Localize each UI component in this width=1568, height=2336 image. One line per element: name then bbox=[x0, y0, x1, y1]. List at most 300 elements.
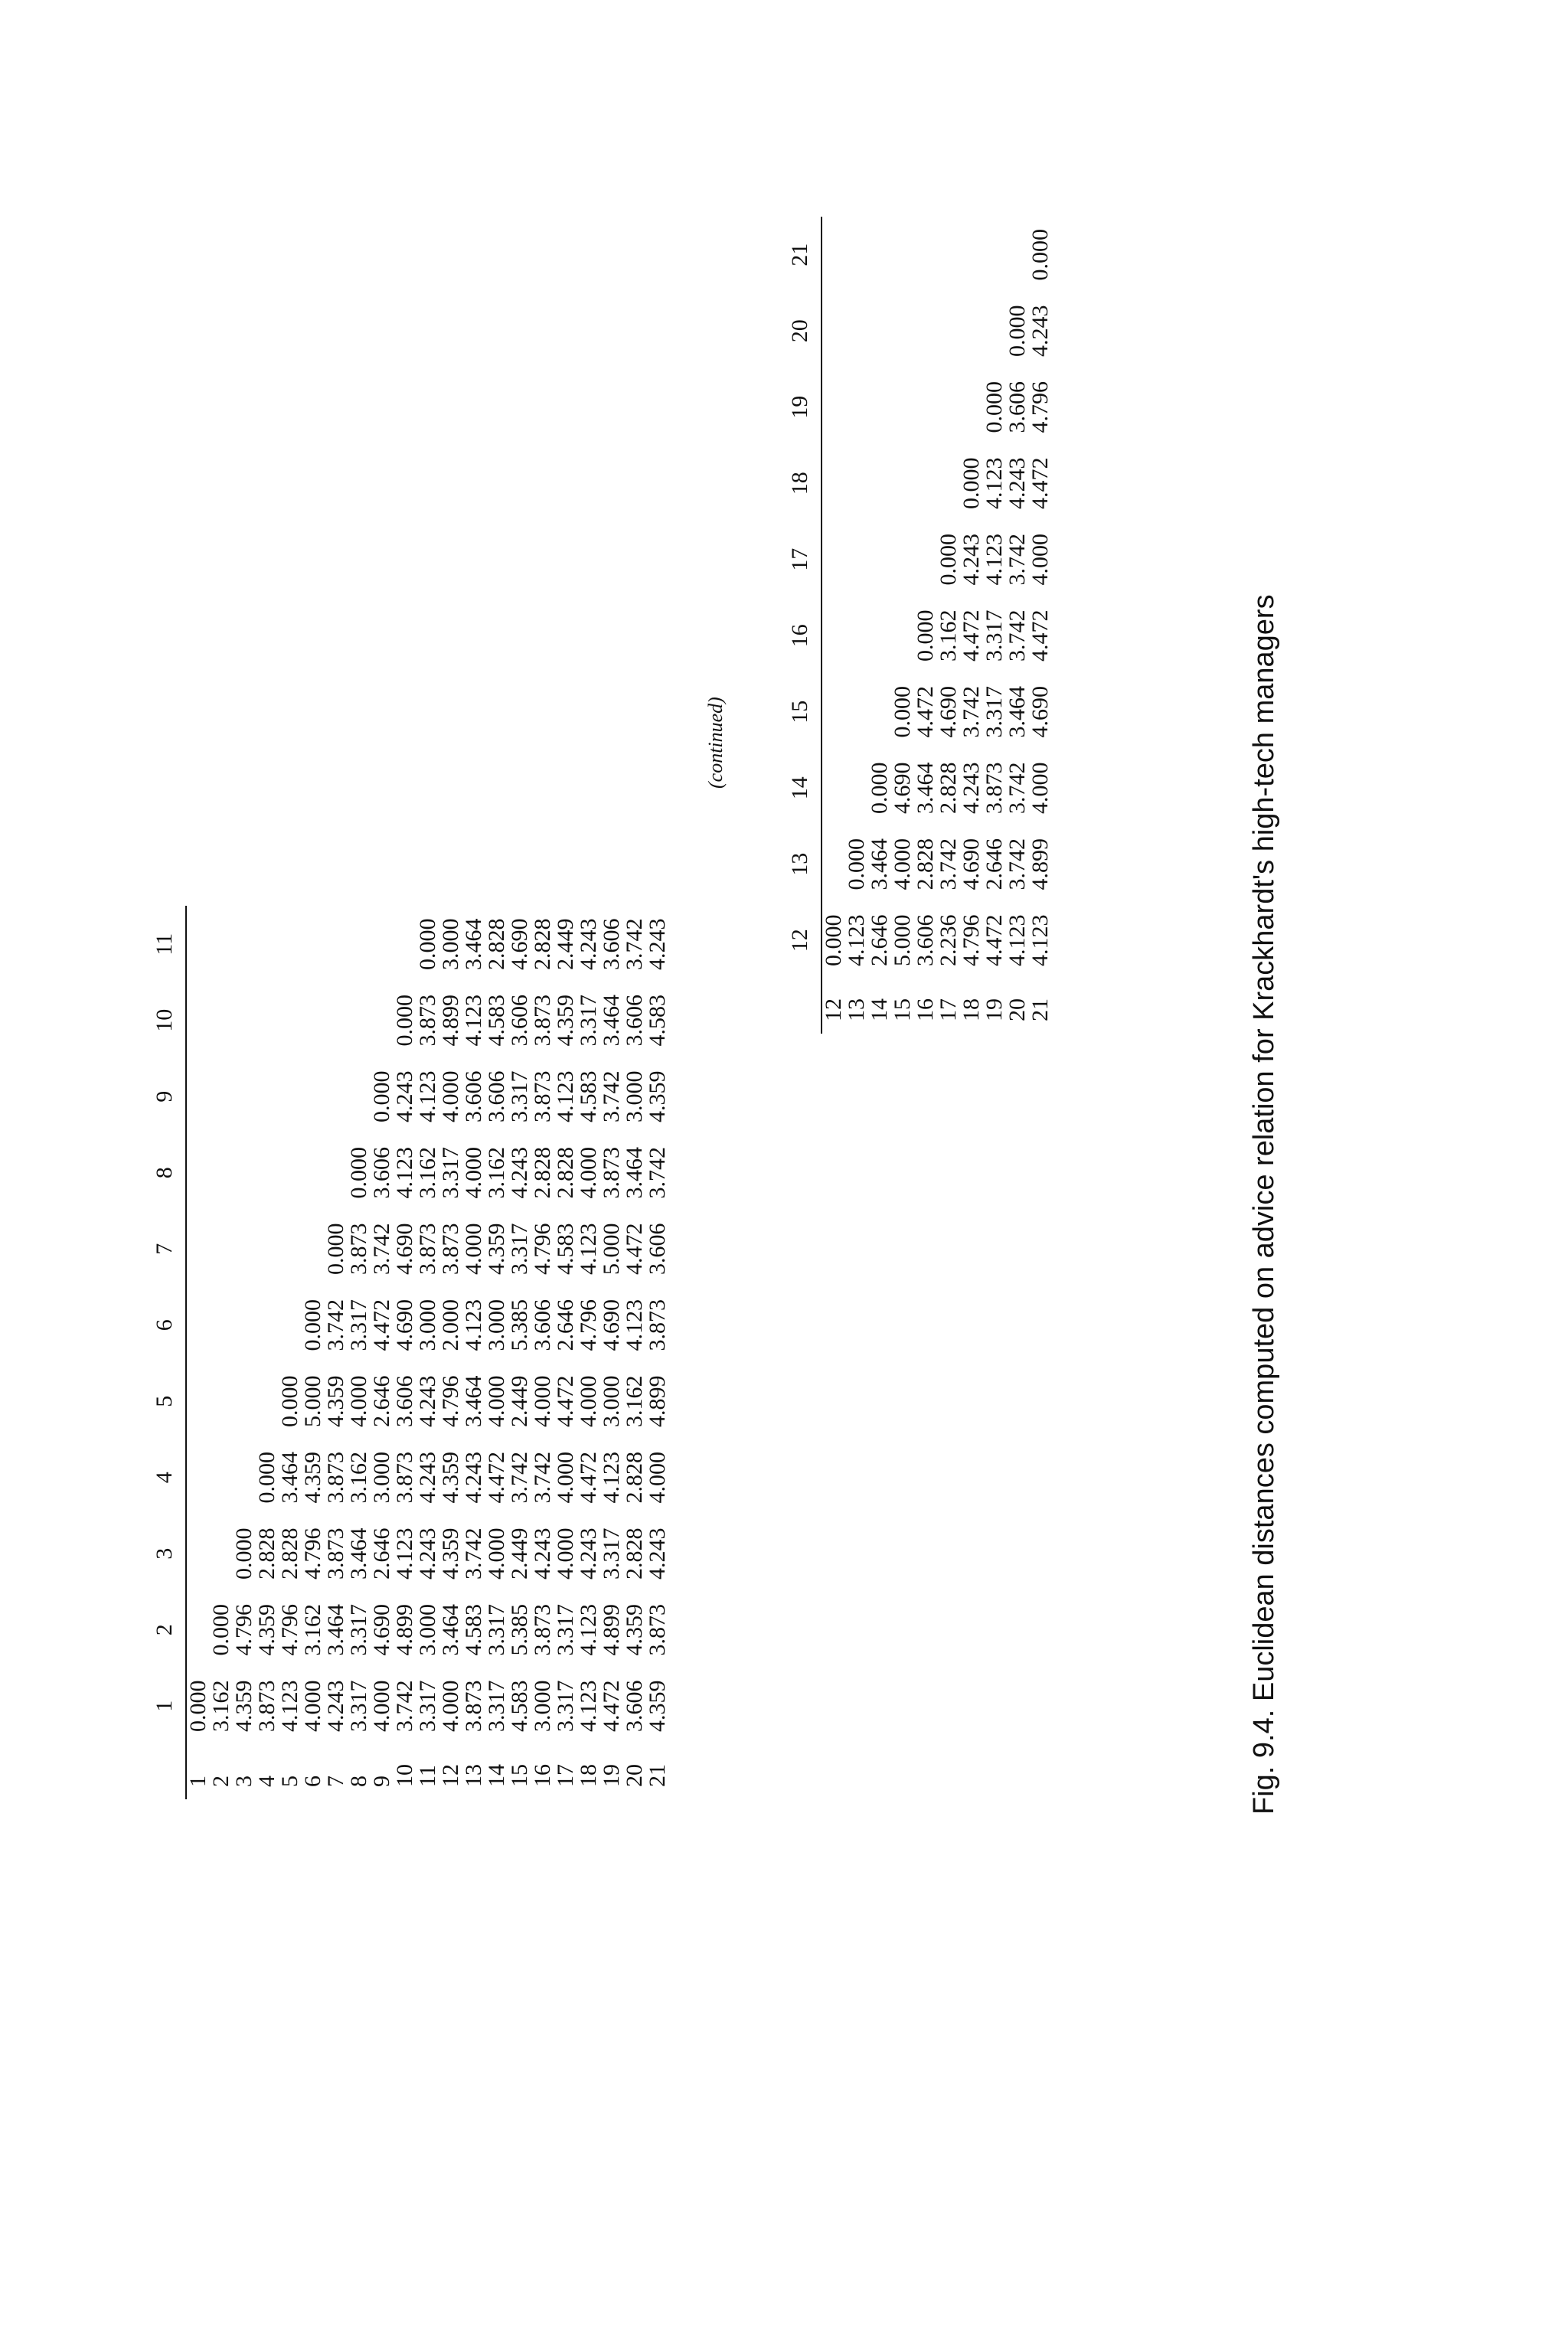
distance-cell: 4.472 bbox=[599, 1680, 624, 1732]
table-row bbox=[914, 217, 937, 1034]
distance-cell: 4.472 bbox=[622, 1223, 647, 1275]
column-header: 14 bbox=[789, 750, 822, 827]
distance-cell: 4.243 bbox=[959, 762, 984, 814]
row-label: 10 bbox=[392, 1764, 417, 1787]
distance-cell: 2.646 bbox=[369, 1527, 394, 1580]
distance-cell: 4.690 bbox=[959, 838, 984, 890]
distance-cell: 4.899 bbox=[1027, 838, 1053, 890]
row-label: 12 bbox=[438, 1764, 463, 1787]
distance-cell: 3.873 bbox=[645, 1604, 670, 1656]
distance-cell: 4.243 bbox=[576, 918, 601, 970]
distance-cell: 3.606 bbox=[913, 914, 938, 966]
distance-cell: 3.873 bbox=[599, 1147, 624, 1199]
distance-cell: 2.449 bbox=[553, 918, 578, 970]
distance-cell: 4.243 bbox=[461, 1452, 486, 1504]
distance-cell: 4.123 bbox=[553, 1070, 578, 1122]
distance-cell: 4.472 bbox=[553, 1375, 578, 1427]
table-row bbox=[983, 217, 1006, 1034]
distance-cell: 4.583 bbox=[645, 995, 670, 1047]
distance-cell: 4.796 bbox=[277, 1604, 302, 1656]
distance-cell: 4.000 bbox=[461, 1147, 486, 1199]
column-header: 21 bbox=[789, 217, 822, 293]
distance-cell: 4.000 bbox=[645, 1452, 670, 1504]
distance-cell: 4.899 bbox=[392, 1604, 417, 1656]
distance-cell: 3.742 bbox=[645, 1147, 670, 1199]
distance-cell: 5.385 bbox=[507, 1604, 532, 1656]
distance-cell: 3.317 bbox=[553, 1680, 578, 1732]
column-header: 18 bbox=[789, 446, 822, 522]
distance-cell: 4.243 bbox=[576, 1527, 601, 1580]
distance-cell: 3.873 bbox=[530, 995, 555, 1047]
distance-cell: 3.000 bbox=[530, 1680, 555, 1732]
distance-cell: 2.828 bbox=[553, 1147, 578, 1199]
distance-cell: 4.000 bbox=[438, 1680, 463, 1732]
table-row bbox=[256, 907, 279, 1800]
table-row bbox=[233, 907, 256, 1800]
distance-cell: 4.472 bbox=[1027, 457, 1053, 509]
row-label: 17 bbox=[553, 1764, 578, 1787]
distance-cell: 4.000 bbox=[369, 1680, 394, 1732]
distance-cell: 4.359 bbox=[645, 1680, 670, 1732]
distance-cell: 3.873 bbox=[392, 1452, 417, 1504]
distance-cell: 4.472 bbox=[982, 914, 1007, 966]
distance-cell: 4.359 bbox=[622, 1604, 647, 1656]
row-label: 4 bbox=[254, 1776, 279, 1787]
distance-cell: 4.243 bbox=[645, 1527, 670, 1580]
table-row bbox=[439, 907, 462, 1800]
row-label: 21 bbox=[645, 1764, 670, 1787]
row-label: 17 bbox=[936, 998, 961, 1021]
distance-cell: 3.464 bbox=[323, 1604, 348, 1656]
distance-cell: 2.828 bbox=[622, 1527, 647, 1580]
distance-cell: 4.000 bbox=[553, 1452, 578, 1504]
row-label: 15 bbox=[507, 1764, 532, 1787]
distance-cell: 3.162 bbox=[484, 1147, 509, 1199]
distance-cell: 4.000 bbox=[1027, 534, 1053, 586]
distance-cell: 0.000 bbox=[185, 1680, 211, 1732]
distance-cell: 4.243 bbox=[959, 534, 984, 586]
distance-cell: 4.123 bbox=[415, 1070, 440, 1122]
table-row bbox=[554, 907, 577, 1800]
table-row bbox=[891, 217, 914, 1034]
column-header: 17 bbox=[789, 521, 822, 598]
row-label: 3 bbox=[231, 1776, 256, 1787]
column-header: 13 bbox=[789, 826, 822, 903]
distance-cell: 4.472 bbox=[369, 1299, 394, 1351]
table-row bbox=[960, 217, 983, 1034]
distance-cell: 3.873 bbox=[530, 1604, 555, 1656]
column-header: 7 bbox=[153, 1211, 186, 1288]
distance-cell: 4.123 bbox=[392, 1147, 417, 1199]
distance-cell: 2.828 bbox=[913, 838, 938, 890]
row-label: 5 bbox=[277, 1776, 302, 1787]
distance-cell: 2.449 bbox=[507, 1527, 532, 1580]
distance-cell: 3.464 bbox=[599, 995, 624, 1047]
distance-cell: 0.000 bbox=[913, 609, 938, 662]
table-row bbox=[937, 217, 960, 1034]
distance-cell: 3.606 bbox=[461, 1070, 486, 1122]
distance-cell: 3.873 bbox=[323, 1452, 348, 1504]
distance-cell: 0.000 bbox=[415, 918, 440, 970]
distance-cell: 4.583 bbox=[576, 1070, 601, 1122]
distance-cell: 3.162 bbox=[936, 609, 961, 662]
distance-cell: 4.123 bbox=[576, 1680, 601, 1732]
distance-cell: 3.000 bbox=[622, 1070, 647, 1122]
distance-cell: 4.796 bbox=[530, 1223, 555, 1275]
distance-cell: 0.000 bbox=[254, 1452, 279, 1504]
distance-cell: 3.606 bbox=[1004, 381, 1030, 433]
distance-cell: 0.000 bbox=[277, 1375, 302, 1427]
distance-cell: 2.646 bbox=[553, 1299, 578, 1351]
distance-cell: 4.243 bbox=[507, 1147, 532, 1199]
distance-cell: 4.243 bbox=[530, 1527, 555, 1580]
table-row bbox=[485, 907, 508, 1800]
distance-cell: 3.873 bbox=[415, 995, 440, 1047]
distance-cell: 4.123 bbox=[392, 1527, 417, 1580]
column-header: 5 bbox=[153, 1364, 186, 1440]
distance-cell: 0.000 bbox=[936, 534, 961, 586]
distance-cell: 4.123 bbox=[844, 914, 869, 966]
distance-cell: 4.000 bbox=[576, 1147, 601, 1199]
distance-cell: 3.606 bbox=[622, 1680, 647, 1732]
distance-cell: 3.000 bbox=[415, 1299, 440, 1351]
distance-cell: 4.123 bbox=[599, 1452, 624, 1504]
distance-cell: 3.873 bbox=[530, 1070, 555, 1122]
distance-cell: 2.828 bbox=[622, 1452, 647, 1504]
distance-cell: 3.000 bbox=[599, 1375, 624, 1427]
distance-cell: 3.606 bbox=[507, 995, 532, 1047]
distance-cell: 3.000 bbox=[369, 1452, 394, 1504]
distance-cell: 3.464 bbox=[461, 918, 486, 970]
table-row bbox=[462, 907, 485, 1800]
distance-cell: 5.000 bbox=[890, 914, 915, 966]
distance-cell: 4.472 bbox=[913, 686, 938, 738]
row-label: 16 bbox=[913, 998, 938, 1021]
distance-cell: 4.796 bbox=[1027, 381, 1053, 433]
distance-cell: 4.583 bbox=[484, 995, 509, 1047]
distance-cell: 3.742 bbox=[1004, 609, 1030, 662]
row-label: 18 bbox=[959, 998, 984, 1021]
distance-cell: 3.742 bbox=[461, 1527, 486, 1580]
distance-cell: 2.828 bbox=[936, 762, 961, 814]
column-header: 12 bbox=[789, 903, 822, 979]
distance-cell: 4.690 bbox=[369, 1604, 394, 1656]
column-header: 6 bbox=[153, 1287, 186, 1364]
distance-cell: 5.000 bbox=[599, 1223, 624, 1275]
header-corner bbox=[789, 979, 822, 1034]
distance-cell: 4.000 bbox=[438, 1070, 463, 1122]
column-header: 2 bbox=[153, 1592, 186, 1668]
distance-cell: 3.873 bbox=[645, 1299, 670, 1351]
table-row bbox=[302, 907, 325, 1800]
table-row bbox=[868, 217, 891, 1034]
row-label: 2 bbox=[208, 1776, 234, 1787]
distance-cell: 4.359 bbox=[254, 1604, 279, 1656]
distance-cell: 3.162 bbox=[208, 1680, 234, 1732]
row-label: 6 bbox=[300, 1776, 325, 1787]
row-label: 9 bbox=[369, 1776, 394, 1787]
table-row bbox=[279, 907, 302, 1800]
row-label: 11 bbox=[415, 1765, 440, 1787]
distance-cell: 3.000 bbox=[484, 1299, 509, 1351]
column-header: 1 bbox=[153, 1668, 186, 1745]
distance-cell: 3.317 bbox=[599, 1527, 624, 1580]
distance-cell: 0.000 bbox=[867, 762, 892, 814]
distance-cell: 4.583 bbox=[461, 1604, 486, 1656]
distance-cell: 4.123 bbox=[622, 1299, 647, 1351]
distance-cell: 0.000 bbox=[1027, 229, 1053, 281]
distance-cell: 3.873 bbox=[323, 1527, 348, 1580]
distance-cell: 4.472 bbox=[484, 1452, 509, 1504]
distance-cell: 4.359 bbox=[645, 1070, 670, 1122]
distance-cell: 5.385 bbox=[507, 1299, 532, 1351]
distance-cell: 3.606 bbox=[369, 1147, 394, 1199]
column-header: 16 bbox=[789, 598, 822, 675]
distance-cell: 3.873 bbox=[438, 1223, 463, 1275]
distance-cell: 4.359 bbox=[323, 1375, 348, 1427]
row-label: 16 bbox=[530, 1764, 555, 1787]
distance-cell: 5.000 bbox=[300, 1375, 325, 1427]
rotated-page-content bbox=[122, 229, 1302, 2213]
distance-cell: 4.000 bbox=[484, 1527, 509, 1580]
distance-cell: 4.583 bbox=[507, 1680, 532, 1732]
table-header-row bbox=[153, 907, 186, 1800]
distance-cell: 4.243 bbox=[645, 918, 670, 970]
distance-cell: 3.464 bbox=[1004, 686, 1030, 738]
distance-cell: 4.123 bbox=[982, 457, 1007, 509]
distance-cell: 3.162 bbox=[622, 1375, 647, 1427]
row-label: 19 bbox=[982, 998, 1007, 1021]
table-row bbox=[646, 907, 669, 1800]
distance-cell: 3.606 bbox=[622, 995, 647, 1047]
row-label: 8 bbox=[346, 1776, 371, 1787]
row-label: 18 bbox=[576, 1764, 601, 1787]
distance-cell: 3.606 bbox=[599, 918, 624, 970]
distance-cell: 3.464 bbox=[346, 1527, 371, 1580]
row-label: 13 bbox=[844, 998, 869, 1021]
distance-cell: 2.000 bbox=[438, 1299, 463, 1351]
distance-cell: 4.359 bbox=[438, 1452, 463, 1504]
table-row bbox=[531, 907, 554, 1800]
table-row bbox=[1006, 217, 1029, 1034]
distance-cell: 4.690 bbox=[392, 1223, 417, 1275]
distance-cell: 3.742 bbox=[1004, 534, 1030, 586]
distance-cell: 3.162 bbox=[300, 1604, 325, 1656]
distance-cell: 4.796 bbox=[231, 1604, 256, 1656]
distance-cell: 4.690 bbox=[890, 762, 915, 814]
column-header: 8 bbox=[153, 1135, 186, 1211]
table-row bbox=[394, 907, 416, 1800]
column-header: 11 bbox=[153, 907, 186, 983]
distance-cell: 4.359 bbox=[438, 1527, 463, 1580]
distance-cell: 4.690 bbox=[599, 1299, 624, 1351]
distance-cell: 4.796 bbox=[959, 914, 984, 966]
distance-cell: 3.873 bbox=[254, 1680, 279, 1732]
distance-cell: 4.000 bbox=[461, 1223, 486, 1275]
distance-cell: 3.317 bbox=[346, 1604, 371, 1656]
distance-cell: 3.162 bbox=[415, 1147, 440, 1199]
distance-cell: 4.243 bbox=[1027, 305, 1053, 357]
distance-cell: 0.000 bbox=[369, 1070, 394, 1122]
table-row bbox=[186, 907, 210, 1800]
distance-cell: 0.000 bbox=[844, 838, 869, 890]
distance-cell: 4.359 bbox=[231, 1680, 256, 1732]
column-header: 19 bbox=[789, 369, 822, 446]
distance-cell: 3.742 bbox=[599, 1070, 624, 1122]
distance-cell: 3.873 bbox=[461, 1680, 486, 1732]
row-label: 14 bbox=[867, 998, 892, 1021]
distance-cell: 3.464 bbox=[277, 1452, 302, 1504]
distance-cell: 4.690 bbox=[1027, 686, 1053, 738]
distance-cell: 4.359 bbox=[553, 995, 578, 1047]
table-row bbox=[600, 907, 623, 1800]
distance-cell: 4.899 bbox=[438, 995, 463, 1047]
distance-cell: 2.828 bbox=[484, 918, 509, 970]
distance-cell: 4.123 bbox=[576, 1223, 601, 1275]
distance-cell: 4.583 bbox=[553, 1223, 578, 1275]
distance-cell: 2.828 bbox=[277, 1527, 302, 1580]
distance-cell: 2.646 bbox=[982, 838, 1007, 890]
distance-cell: 4.472 bbox=[959, 609, 984, 662]
distance-cell: 0.000 bbox=[208, 1604, 234, 1656]
distance-cell: 3.742 bbox=[622, 918, 647, 970]
distance-cell: 3.464 bbox=[867, 838, 892, 890]
table-row bbox=[348, 907, 371, 1800]
table-row bbox=[623, 907, 646, 1800]
distance-cell: 3.000 bbox=[415, 1604, 440, 1656]
table-header-row bbox=[789, 217, 822, 1034]
distance-cell: 3.317 bbox=[346, 1680, 371, 1732]
table-row bbox=[416, 907, 439, 1800]
distance-cell: 3.317 bbox=[982, 609, 1007, 662]
distance-cell: 3.317 bbox=[553, 1604, 578, 1656]
distance-cell: 0.000 bbox=[1004, 305, 1030, 357]
distance-cell: 3.464 bbox=[622, 1147, 647, 1199]
distance-cell: 4.000 bbox=[484, 1375, 509, 1427]
distance-cell: 3.317 bbox=[484, 1680, 509, 1732]
row-label: 1 bbox=[185, 1776, 211, 1787]
distance-cell: 3.742 bbox=[959, 686, 984, 738]
distance-cell: 3.873 bbox=[982, 762, 1007, 814]
distance-cell: 3.742 bbox=[530, 1452, 555, 1504]
distance-cell: 3.317 bbox=[346, 1299, 371, 1351]
distance-cell: 4.359 bbox=[484, 1223, 509, 1275]
distance-cell: 3.873 bbox=[415, 1223, 440, 1275]
distance-cell: 4.123 bbox=[1004, 914, 1030, 966]
table-row bbox=[845, 217, 868, 1034]
distance-cell: 4.000 bbox=[553, 1527, 578, 1580]
distance-cell: 4.000 bbox=[1027, 762, 1053, 814]
distance-cell: 4.472 bbox=[576, 1452, 601, 1504]
distance-cell: 3.162 bbox=[346, 1452, 371, 1504]
distance-cell: 4.000 bbox=[530, 1375, 555, 1427]
distance-cell: 4.000 bbox=[890, 838, 915, 890]
table-row bbox=[508, 907, 531, 1800]
distance-cell: 4.690 bbox=[392, 1299, 417, 1351]
distance-cell: 4.000 bbox=[300, 1680, 325, 1732]
figure-caption: Fig. 9.4. Euclidean distances computed on advice relation for Krackhardt's high-tech managers bbox=[1248, 594, 1280, 1815]
distance-cell: 3.000 bbox=[438, 918, 463, 970]
distance-cell: 2.236 bbox=[936, 914, 961, 966]
distance-cell: 3.742 bbox=[1004, 762, 1030, 814]
distance-cell: 3.606 bbox=[530, 1299, 555, 1351]
distance-cell: 4.796 bbox=[576, 1299, 601, 1351]
distance-cell: 4.899 bbox=[599, 1604, 624, 1656]
row-label: 21 bbox=[1027, 998, 1053, 1021]
distance-cell: 4.243 bbox=[392, 1070, 417, 1122]
distance-cell: 0.000 bbox=[392, 995, 417, 1047]
row-label: 20 bbox=[622, 1764, 647, 1787]
distance-cell: 4.123 bbox=[461, 1299, 486, 1351]
column-header: 9 bbox=[153, 1059, 186, 1135]
row-label: 13 bbox=[461, 1764, 486, 1787]
distance-cell: 3.317 bbox=[484, 1604, 509, 1656]
distance-cell: 3.464 bbox=[438, 1604, 463, 1656]
distance-cell: 4.123 bbox=[982, 534, 1007, 586]
distance-cell: 2.828 bbox=[530, 918, 555, 970]
distance-cell: 3.606 bbox=[645, 1223, 670, 1275]
distance-cell: 3.464 bbox=[913, 762, 938, 814]
distance-cell: 0.000 bbox=[323, 1223, 348, 1275]
distance-cell: 4.123 bbox=[576, 1604, 601, 1656]
distance-cell: 3.606 bbox=[484, 1070, 509, 1122]
distance-cell: 3.742 bbox=[369, 1223, 394, 1275]
distance-cell: 4.243 bbox=[323, 1680, 348, 1732]
table-row bbox=[822, 217, 845, 1034]
distance-table-upper bbox=[153, 907, 669, 1800]
distance-cell: 3.464 bbox=[461, 1375, 486, 1427]
distance-cell: 4.123 bbox=[277, 1680, 302, 1732]
distance-cell: 2.828 bbox=[254, 1527, 279, 1580]
distance-cell: 2.449 bbox=[507, 1375, 532, 1427]
distance-cell: 4.359 bbox=[300, 1452, 325, 1504]
distance-cell: 0.000 bbox=[300, 1299, 325, 1351]
column-header: 15 bbox=[789, 674, 822, 750]
distance-cell: 3.873 bbox=[346, 1223, 371, 1275]
distance-cell: 4.472 bbox=[1027, 609, 1053, 662]
distance-cell: 4.000 bbox=[576, 1375, 601, 1427]
distance-table-lower bbox=[789, 217, 1052, 1034]
table-row bbox=[371, 907, 394, 1800]
column-header: 3 bbox=[153, 1516, 186, 1593]
column-header: 20 bbox=[789, 293, 822, 370]
distance-cell: 4.000 bbox=[346, 1375, 371, 1427]
distance-cell: 3.317 bbox=[507, 1070, 532, 1122]
distance-cell: 0.000 bbox=[982, 381, 1007, 433]
distance-cell: 0.000 bbox=[231, 1527, 256, 1580]
column-header: 10 bbox=[153, 982, 186, 1059]
row-label: 19 bbox=[599, 1764, 624, 1787]
distance-cell: 4.243 bbox=[415, 1375, 440, 1427]
distance-cell: 3.742 bbox=[392, 1680, 417, 1732]
distance-cell: 4.123 bbox=[461, 995, 486, 1047]
distance-cell: 4.243 bbox=[1004, 457, 1030, 509]
distance-cell: 4.796 bbox=[300, 1527, 325, 1580]
table-row bbox=[210, 907, 233, 1800]
distance-cell: 2.828 bbox=[530, 1147, 555, 1199]
distance-cell: 3.317 bbox=[576, 995, 601, 1047]
distance-cell: 0.000 bbox=[346, 1147, 371, 1199]
distance-cell: 4.796 bbox=[438, 1375, 463, 1427]
distance-cell: 3.606 bbox=[392, 1375, 417, 1427]
continued-note: (continued) bbox=[704, 697, 727, 789]
distance-cell: 3.317 bbox=[507, 1223, 532, 1275]
distance-cell: 3.317 bbox=[438, 1147, 463, 1199]
distance-cell: 4.243 bbox=[415, 1527, 440, 1580]
distance-cell: 3.742 bbox=[507, 1452, 532, 1504]
row-label: 20 bbox=[1004, 998, 1030, 1021]
table-row bbox=[325, 907, 348, 1800]
